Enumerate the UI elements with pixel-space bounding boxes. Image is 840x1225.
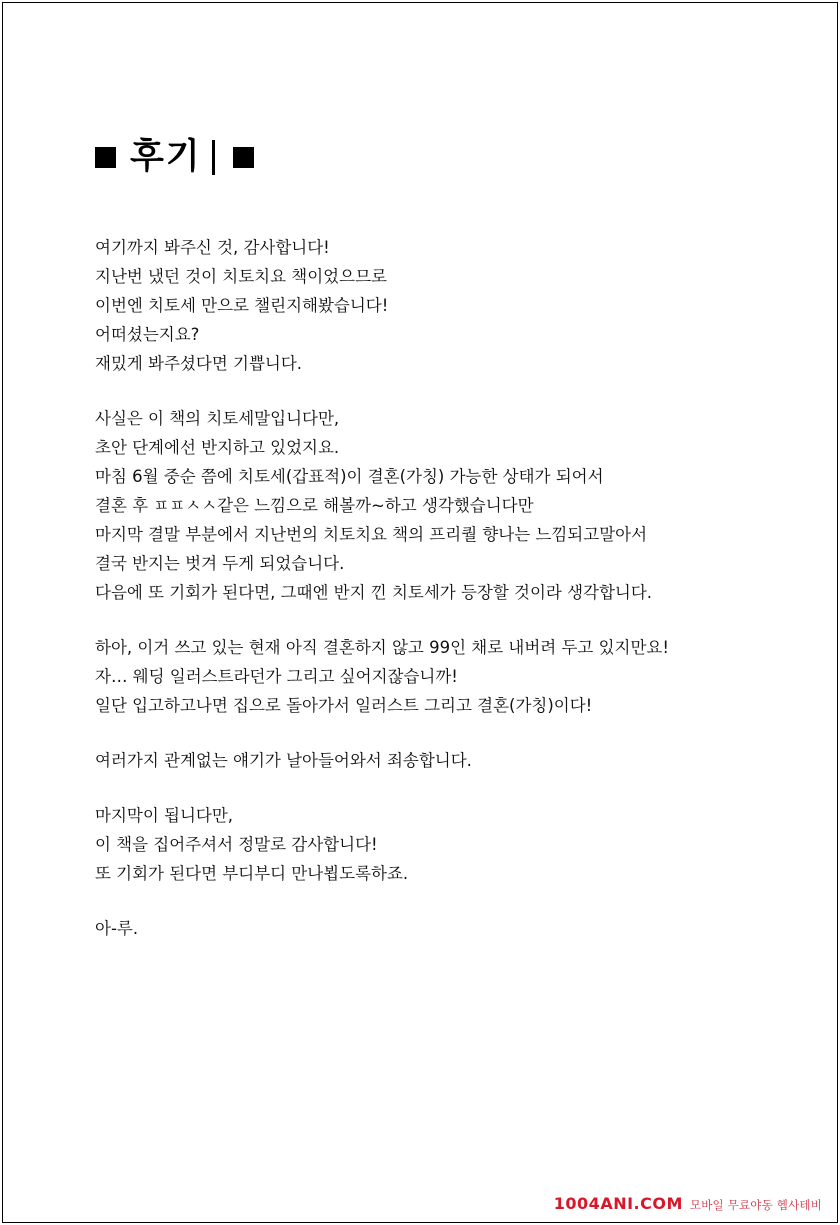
text-line: 결혼 후 ㅍㅍㅅㅅ같은 느낌으로 해볼까~하고 생각했습니다만 [95,496,534,515]
text-line: 여러가지 관계없는 얘기가 날아들어와서 죄송합니다. [95,751,472,770]
text-line: 또 기회가 된다면 부디부디 만나뵙도록하죠. [95,864,409,883]
afterword-content [95,137,780,969]
text-line: 아-루. [95,919,139,938]
page-title [95,137,780,177]
text-line: 하아, 이거 쓰고 있는 현재 아직 결혼하지 않고 99인 채로 내버려 두고 있지만요! [95,638,669,657]
watermark-tagline: 모바일 무료야동 헴사테비 [689,1198,822,1212]
text-line: 초안 단계에선 반지하고 있었지요. [95,438,340,457]
watermark [554,1194,822,1213]
text-line: 결국 반지는 벗겨 두게 되었습니다. [95,554,345,573]
page-title-text: 후기 [130,140,215,175]
text-line: 마지막 결말 부분에서 지난번의 치토치요 책의 프리퀄 향나는 느낌되고말아서 [95,525,648,544]
paragraph-block [95,801,780,888]
paragraph-block [95,633,780,720]
text-line: 여기까지 봐주신 것, 감사합니다! [95,238,330,257]
text-line: 어떠셨는지요? [95,325,200,344]
text-line: 자… 웨딩 일러스트라던가 그리고 싶어지잖습니까! [95,667,458,686]
square-bullet-left-icon [95,147,116,168]
text-line: 일단 입고하고나면 집으로 돌아가서 일러스트 그리고 결혼(가칭)이다! [95,696,593,715]
paragraph-block [95,233,780,378]
paragraph-block [95,746,780,775]
text-line: 사실은 이 책의 치토세말입니다만, [95,409,340,428]
text-line: 다음에 또 기회가 된다면, 그때엔 반지 낀 치토세가 등장할 것이라 생각합니다. [95,583,653,602]
text-line: 이번엔 치토세 만으로 챌린지해봤습니다! [95,296,389,315]
text-line: 지난번 냈던 것이 치토치요 책이었으므로 [95,267,387,286]
square-bullet-right-icon [233,147,254,168]
text-line: 이 책을 집어주셔서 정말로 감사합니다! [95,835,378,854]
watermark-site-name: 1004ANI.COM [553,1194,683,1213]
text-line: 재밌게 봐주셨다면 기쁩니다. [95,354,303,373]
signature-block [95,914,780,943]
text-line: 마지막이 됩니다만, [95,806,234,825]
paragraph-block [95,404,780,607]
text-line: 마침 6월 중순 쯤에 치토세(갑표적)이 결혼(가칭) 가능한 상태가 되어서 [95,467,604,486]
